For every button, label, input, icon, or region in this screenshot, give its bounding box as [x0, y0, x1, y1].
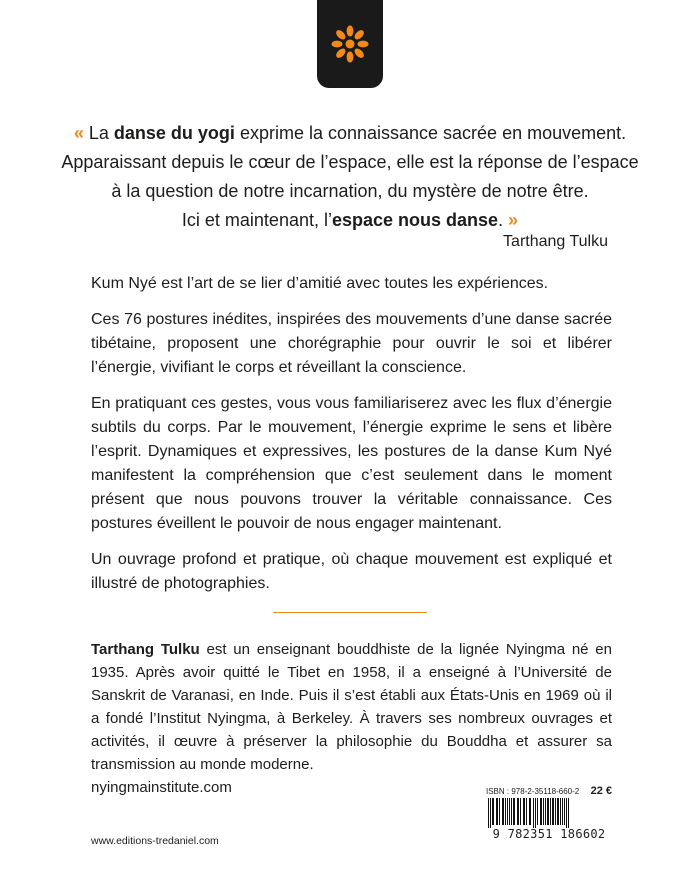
barcode-digits: 9 782351 186602 [492, 827, 606, 841]
barcode-bar [523, 798, 525, 825]
book-description [91, 272, 612, 608]
close-guillemet: » [508, 210, 519, 230]
barcode-bar [552, 798, 554, 825]
publisher-website: www.editions-tredaniel.com [91, 835, 219, 847]
barcode-bar [543, 798, 544, 825]
bio-author-name: Tarthang Tulku [91, 641, 200, 658]
barcode-bar [562, 798, 563, 825]
author-bio [91, 638, 612, 799]
barcode-bar [520, 798, 521, 825]
barcode-bar [499, 798, 500, 825]
barcode-bar [564, 798, 565, 825]
quote-line-1: « La danse du yogi exprime la connaissance sacrée en mouvement. [73, 123, 627, 143]
barcode-bar [566, 798, 567, 828]
barcode-bar [529, 798, 531, 825]
open-guillemet: « [73, 123, 84, 143]
publisher-logo-tab [317, 0, 383, 88]
epigraph-quote [60, 119, 640, 235]
isbn-barcode-block [486, 785, 612, 843]
author-website: nyingmainstitute.com [91, 779, 232, 796]
barcode-bar [502, 798, 504, 825]
quote-line-3: à la question de notre incarnation, du mystère de notre être. [111, 181, 589, 201]
barcode-bar [545, 798, 546, 825]
barcode-bar [488, 798, 489, 828]
quote-line-2: Apparaissant depuis le cœur de l’espace, elle est la réponse de l’espace [61, 152, 639, 172]
barcode-bar [526, 798, 527, 825]
barcode-bar [511, 798, 512, 825]
barcode-bar [550, 798, 551, 825]
sun-flower-logo-icon [327, 21, 373, 67]
barcode-bar [555, 798, 556, 825]
description-paragraph: En pratiquant ces gestes, vous vous familiariserez avec les flux d’énergie subtils du corps. Par le mouvement, l’énergie exprime le sens et libère l’esprit. Dynamiques et expressives, les postures de la danse Kum Nyé manifestent la compréhension que c’est seulement dans le moment présent que nous pouvons trouver la véritable connaissance. Ces postures éveillent le pouvoir de nous engager maintenant. [91, 395, 612, 532]
barcode-bar [535, 798, 536, 828]
barcode [486, 798, 612, 828]
barcode-bar [507, 798, 508, 825]
isbn-number: ISBN : 978-2-35118-660-2 [486, 787, 580, 796]
barcode-bar [509, 798, 510, 825]
price: 22 € [590, 785, 612, 797]
quote-author: Tarthang Tulku [503, 233, 608, 250]
orange-divider [273, 612, 427, 613]
barcode-bar [540, 798, 542, 825]
description-paragraph: Un ouvrage profond et pratique, où chaque mouvement est expliqué et illustré de photographies. [91, 551, 612, 592]
barcode-bar [492, 798, 494, 825]
barcode-bar [513, 798, 515, 825]
quote-line-4: Ici et maintenant, l’espace nous danse. » [181, 210, 519, 230]
barcode-bar [533, 798, 534, 828]
barcode-bar [560, 798, 561, 825]
barcode-bar [537, 798, 538, 825]
barcode-bar [517, 798, 519, 825]
barcode-bar [557, 798, 559, 825]
isbn-price-line [486, 785, 612, 797]
barcode-bar [505, 798, 506, 825]
barcode-bar [547, 798, 549, 825]
description-paragraph: Ces 76 postures inédites, inspirées des mouvements d’une danse sacrée tibétaine, proposent une chorégraphie pour ouvrir le soi et libérer l’énergie, vivifiant le corps et réveillant la conscience. [91, 311, 612, 376]
barcode-bar [568, 798, 569, 828]
barcode-bar [496, 798, 498, 825]
bio-paragraph: Tarthang Tulku est un enseignant bouddhiste de la lignée Nyingma né en 1935. Après avoir quitté le Tibet en 1958, il a enseigné à l’Université de Sanskrit de Varanasi, en Inde. Puis il s’est établi aux États-Unis en 1969 où il a fondé l’Institut Nyingma, à Berkeley. À travers ses nombreux ouvrages et activités, il œuvre à préserver la philosophie du Bouddha et assurer sa transmission au monde moderne. [91, 641, 612, 773]
description-paragraph: Kum Nyé est l’art de se lier d’amitié avec toutes les expériences. [91, 275, 549, 292]
barcode-bar [490, 798, 491, 828]
